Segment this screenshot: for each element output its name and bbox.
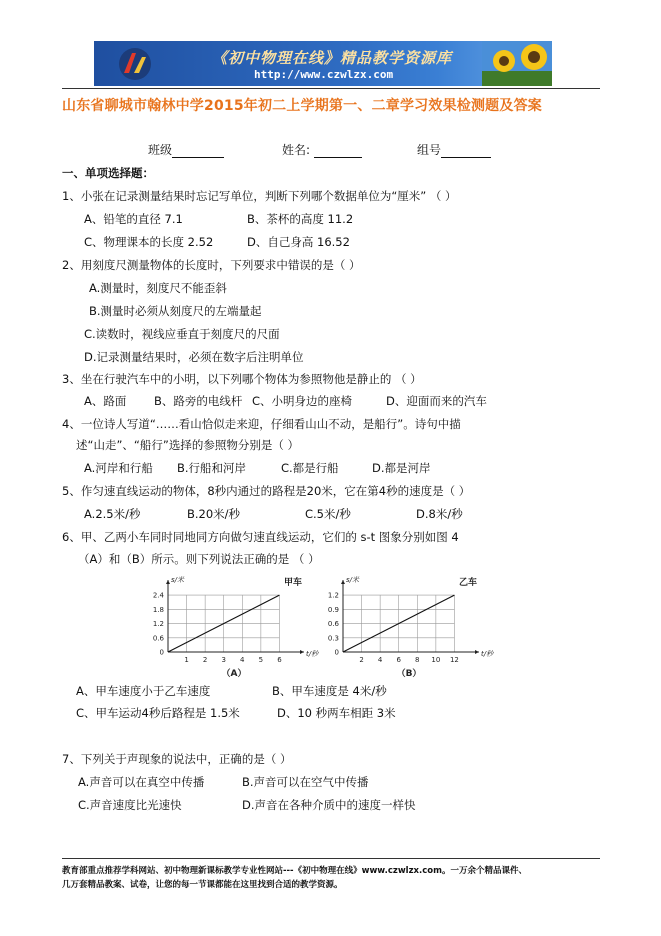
q1-option-a[interactable]: A、铅笔的直径 7.1 — [84, 212, 183, 226]
q6-option-d[interactable]: D、10 秒两车相距 3米 — [277, 706, 396, 720]
class-label: 班级 — [148, 143, 173, 157]
document-title: 山东省聊城市翰林中学2015年初二上学期第一、二章学习效果检测题及答案 — [62, 98, 542, 114]
q6-option-c[interactable]: C、甲车运动4秒后路程是 1.5米 — [76, 706, 240, 720]
q7-option-a[interactable]: A.声音可以在真空中传播 — [78, 775, 205, 789]
class-field — [148, 141, 224, 158]
chart-a-caption: （A） — [221, 669, 247, 679]
chart-a-title: 甲车 — [284, 578, 303, 588]
chart-b — [315, 572, 495, 686]
chart-b-caption: （B） — [396, 669, 422, 679]
header-banner — [94, 41, 552, 86]
chart-b-x-tick-4: 10 — [431, 656, 441, 664]
q6-stem-line2: （A）和（B）所示。则下列说法正确的是 （ ） — [78, 552, 320, 566]
q7-option-d[interactable]: D.声音在各种介质中的速度一样快 — [242, 798, 416, 812]
chart-b-x-tick-3: 8 — [415, 656, 420, 664]
chart-a — [140, 572, 320, 686]
footer-line-1: 教育部重点推荐学科网站、初中物理新课标教学专业性网站---《初中物理在线》www.czwlzx.com。一万余个精品课件、 — [62, 866, 527, 876]
section-heading: 一、单项选择题： — [62, 166, 154, 180]
chart-a-x-label: t/秒 — [306, 650, 319, 658]
chart-a-x-tick-3: 4 — [240, 656, 245, 664]
chart-b-y-tick-2: 0.6 — [327, 620, 339, 629]
chart-b-y-tick-4: 1.2 — [327, 591, 339, 600]
q3-option-c[interactable]: C、小明身边的座椅 — [252, 394, 353, 408]
group-label: 组号 — [417, 143, 442, 157]
chart-b-x-arrow-icon — [475, 650, 479, 654]
chart-b-x-tick-5: 12 — [449, 656, 459, 664]
q5-option-c[interactable]: C.5米/秒 — [305, 507, 351, 521]
q5-option-b[interactable]: B.20米/秒 — [187, 507, 241, 521]
chart-a-x-tick-4: 5 — [258, 656, 264, 664]
footer-line-2: 几万套精品教案、试卷，让您的每一节课都能在这里找到合适的教学资源。 — [62, 880, 343, 890]
banner-title: 《初中物理在线》精品教学资源库 — [212, 49, 453, 67]
chart-a-x-tick-0: 1 — [184, 656, 189, 664]
chart-b-y-tick-0: 0 — [334, 648, 339, 657]
chart-a-y-tick-3: 1.8 — [152, 605, 164, 614]
sunflower-image — [482, 41, 552, 86]
chart-b-y-tick-3: 0.9 — [327, 605, 339, 614]
q6-option-a[interactable]: A、甲车速度小于乙车速度 — [76, 684, 211, 698]
q2-option-a[interactable]: A.测量时，刻度尺不能歪斜 — [89, 281, 227, 295]
q4-option-d[interactable]: D.都是河岸 — [372, 461, 431, 475]
chart-b-x-tick-2: 6 — [396, 656, 401, 664]
q4-stem-line1: 4、一位诗人写道“……看山恰似走来迎，仔细看山山不动，是船行”。诗句中描 — [62, 417, 461, 431]
class-blank[interactable] — [172, 145, 224, 158]
q7-option-b[interactable]: B.声音可以在空气中传播 — [242, 775, 369, 789]
q7-stem: 7、下列关于声现象的说法中，正确的是（ ） — [62, 752, 292, 766]
chart-b-x-tick-1: 4 — [377, 656, 383, 664]
name-field — [282, 141, 362, 158]
q2-stem: 2、用刻度尺测量物体的长度时，下列要求中错误的是（ ） — [62, 258, 361, 272]
q1-option-d[interactable]: D、自己身高 16.52 — [247, 235, 350, 249]
site-logo-icon — [118, 47, 152, 81]
q2-option-c[interactable]: C.读数时，视线应垂直于刻度尺的尺面 — [84, 327, 280, 341]
chart-a-x-tick-2: 3 — [221, 656, 226, 664]
q3-option-b[interactable]: B、路旁的电线杆 — [154, 394, 243, 408]
chart-b-y-label: s/米 — [346, 576, 360, 584]
q3-option-d[interactable]: D、迎面而来的汽车 — [386, 394, 487, 408]
chart-a-y-tick-1: 0.6 — [152, 634, 164, 643]
q6-option-b[interactable]: B、甲车速度是 4米/秒 — [272, 684, 387, 698]
q4-stem-line2: 述“山走”、“船行”选择的参照物分别是（ ） — [76, 438, 299, 452]
banner-url[interactable]: http://www.czwlzx.com — [254, 68, 394, 81]
chart-a-x-tick-1: 2 — [202, 656, 208, 664]
name-blank[interactable] — [314, 145, 362, 158]
chart-a-x-tick-5: 6 — [277, 656, 282, 664]
q4-option-a[interactable]: A.河岸和行船 — [84, 461, 153, 475]
chart-b-y-tick-1: 0.3 — [327, 634, 339, 643]
q2-option-b[interactable]: B.测量时必须从刻度尺的左端量起 — [89, 304, 262, 318]
q5-stem: 5、作匀速直线运动的物体，8秒内通过的路程是20米，它在第4秒的速度是（ ） — [62, 484, 471, 498]
q5-option-d[interactable]: D.8米/秒 — [416, 507, 463, 521]
chart-b-x-tick-0: 2 — [359, 656, 364, 664]
q4-option-b[interactable]: B.行船和河岸 — [177, 461, 247, 475]
chart-a-y-label: s/米 — [171, 576, 185, 584]
name-label: 姓名: — [282, 143, 311, 157]
q3-stem: 3、坐在行驶汽车中的小明，以下列哪个物体为参照物他是静止的 （ ） — [62, 372, 422, 386]
q1-stem: 1、小张在记录测量结果时忘记写单位，判断下列哪个数据单位为“厘米” （ ） — [62, 189, 457, 203]
q3-option-a[interactable]: A、路面 — [84, 394, 127, 408]
chart-b-svg — [315, 572, 495, 682]
q1-option-c[interactable]: C、物理课本的长度 2.52 — [84, 235, 214, 249]
q6-stem-line1: 6、甲、乙两小车同时同地同方向做匀速直线运动，它们的 s-t 图象分别如图 4 — [62, 530, 459, 544]
group-field — [417, 141, 491, 158]
chart-a-y-tick-2: 1.2 — [152, 620, 164, 629]
chart-b-title: 乙车 — [459, 578, 478, 588]
q4-option-c[interactable]: C.都是行船 — [281, 461, 339, 475]
q7-option-c[interactable]: C.声音速度比光速快 — [78, 798, 182, 812]
chart-a-y-arrow-icon — [166, 580, 170, 584]
chart-a-x-arrow-icon — [300, 650, 304, 654]
chart-a-svg — [140, 572, 320, 682]
q2-option-d[interactable]: D.记录测量结果时，必须在数字后注明单位 — [84, 350, 304, 364]
chart-b-x-label: t/秒 — [481, 650, 494, 658]
header-divider — [62, 88, 600, 89]
footer-divider — [62, 858, 600, 859]
chart-a-y-tick-0: 0 — [159, 648, 164, 657]
chart-b-y-arrow-icon — [341, 580, 345, 584]
group-blank[interactable] — [441, 145, 491, 158]
q1-option-b[interactable]: B、茶杯的高度 11.2 — [247, 212, 354, 226]
chart-a-y-tick-4: 2.4 — [152, 591, 164, 600]
q5-option-a[interactable]: A.2.5米/秒 — [84, 507, 141, 521]
